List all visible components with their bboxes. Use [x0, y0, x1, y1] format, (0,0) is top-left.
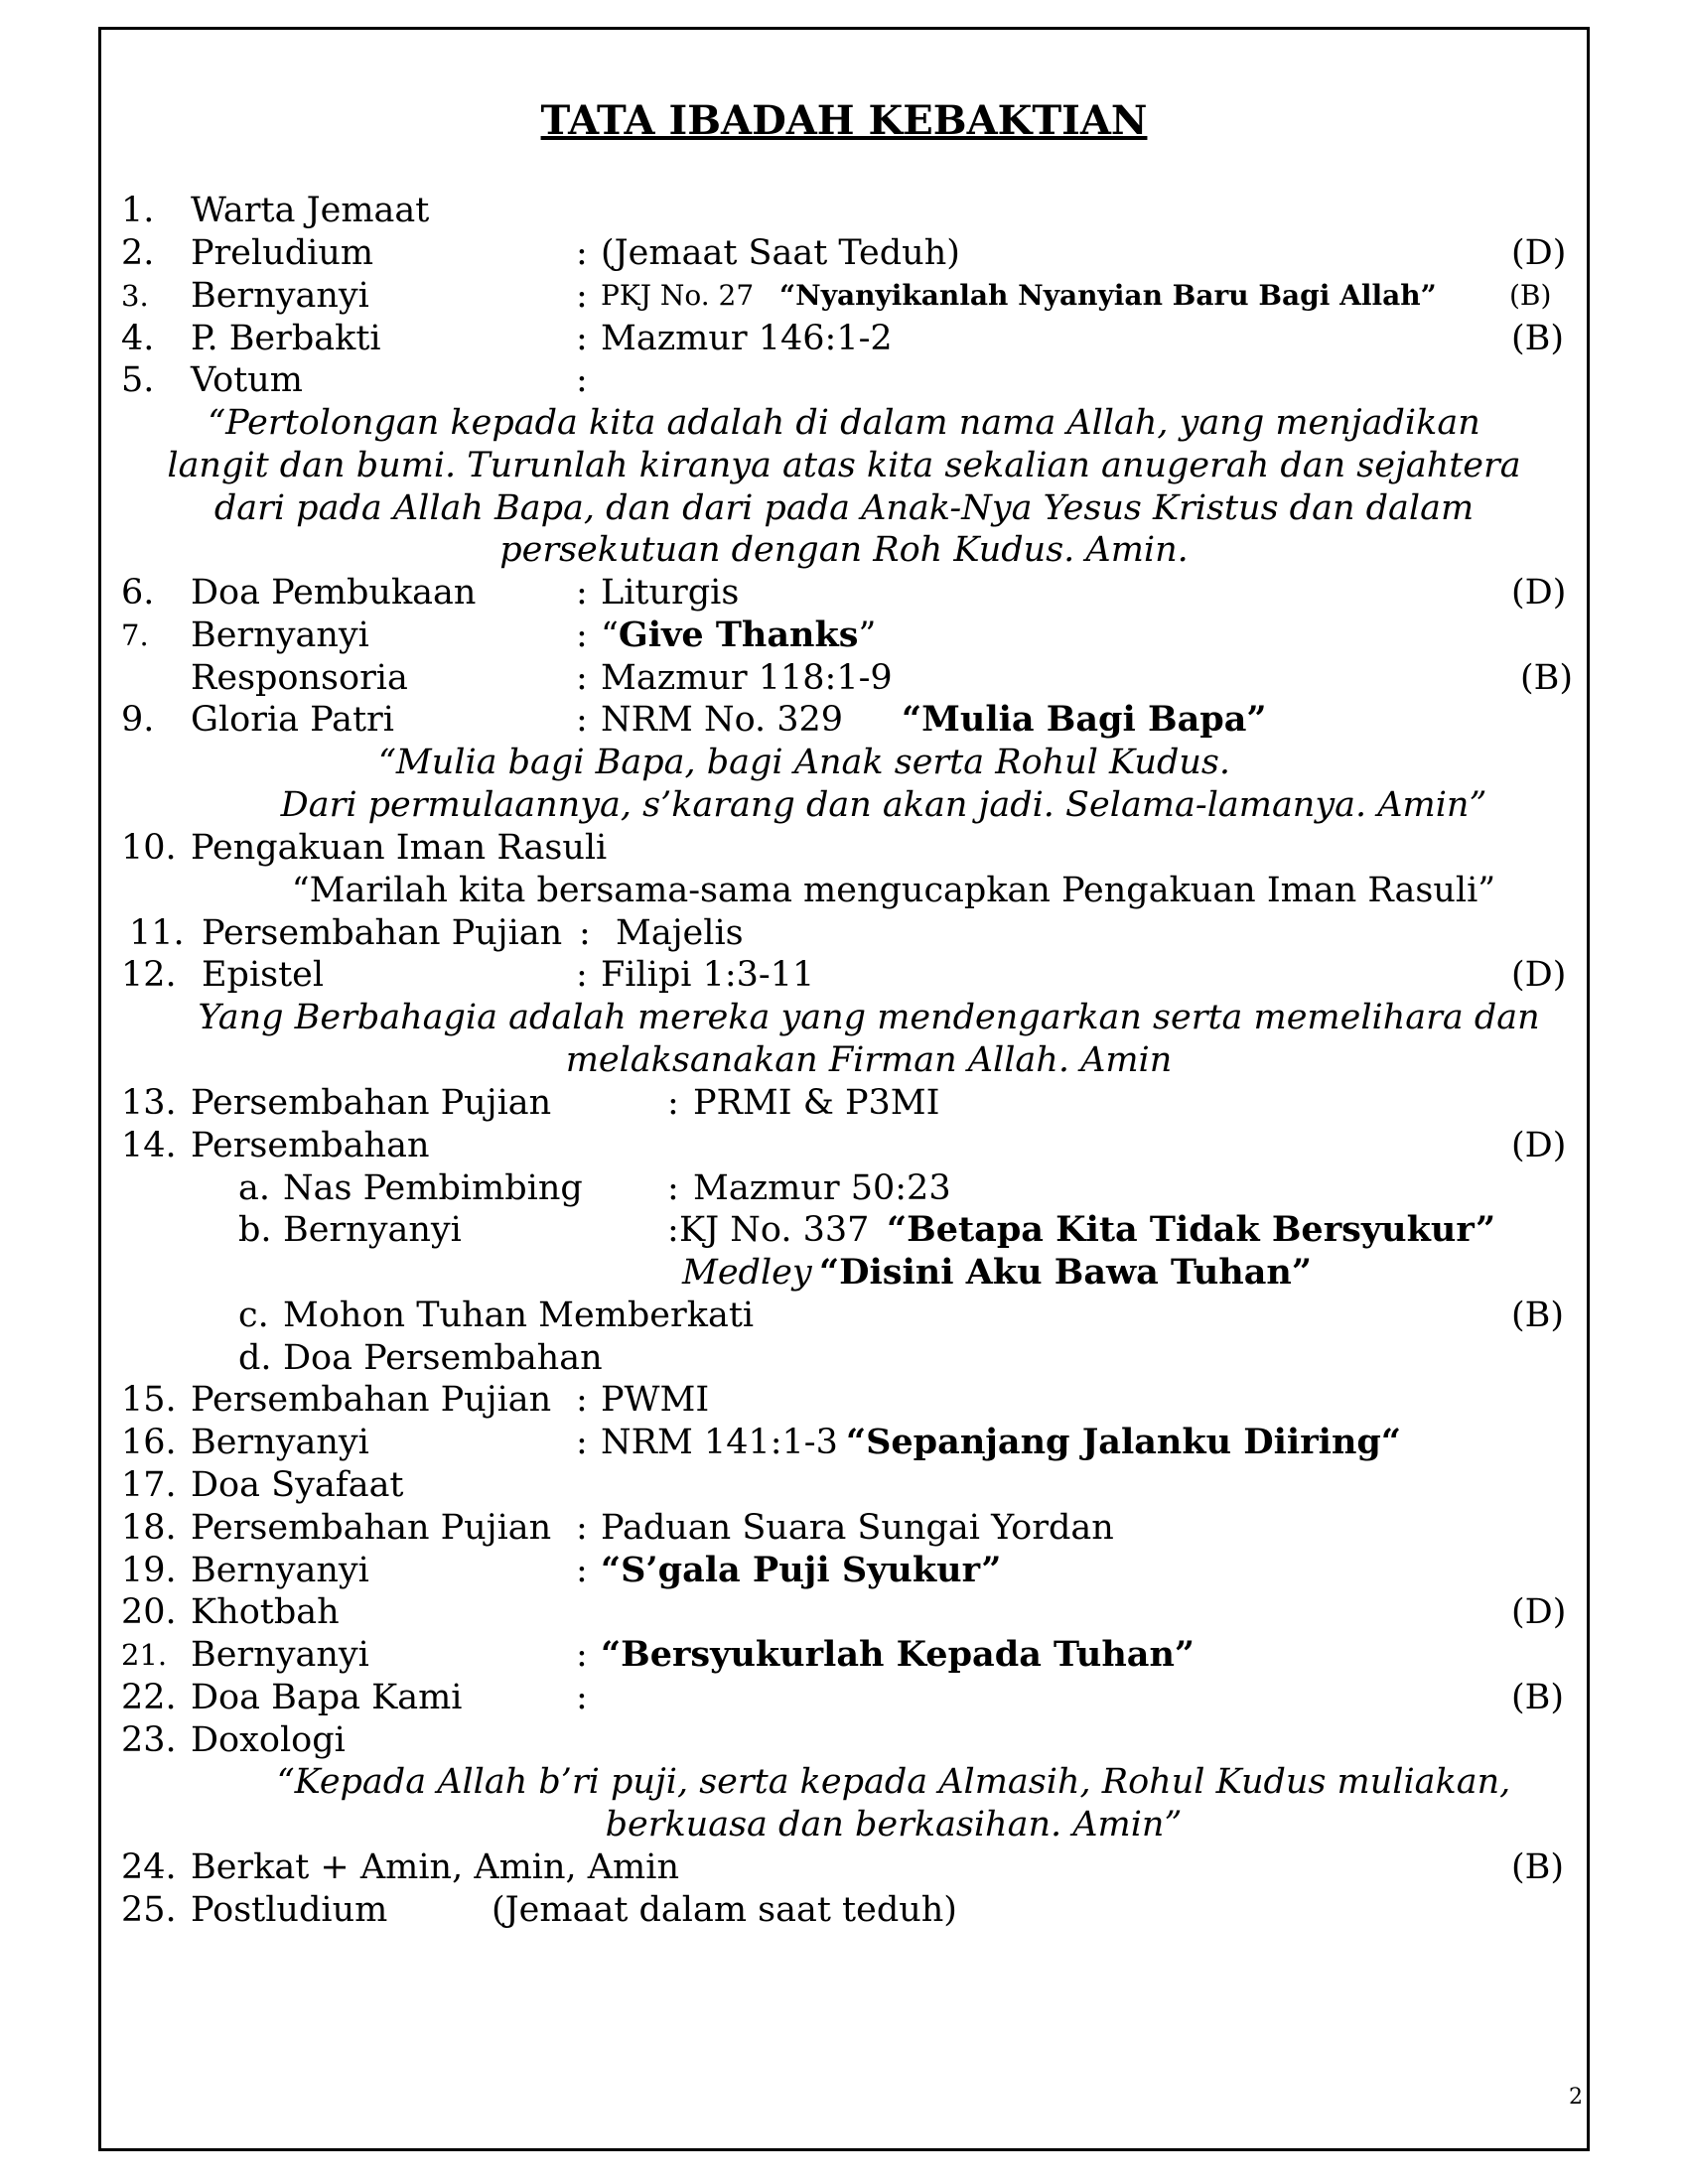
list-item	[0, 614, 1688, 657]
list-item	[0, 1421, 1688, 1464]
list-item	[0, 1718, 1688, 1762]
item-number: 23.	[121, 1720, 177, 1760]
item-colon: :	[579, 913, 591, 953]
item-label: Preludium	[191, 233, 374, 273]
item-label: Postludium	[191, 1890, 388, 1930]
item-number: 9.	[121, 700, 155, 740]
item-label: Warta Jemaat	[191, 191, 430, 230]
item-number: 2.	[121, 233, 155, 273]
list-item	[0, 1208, 1688, 1252]
item-value: PWMI	[601, 1380, 710, 1420]
gloria-text: “Mulia bagi Bapa, bagi Anak serta Rohul Kudus.	[377, 743, 1230, 782]
item-label: Epistel	[202, 955, 325, 995]
item-label: Doxologi	[191, 1720, 346, 1760]
pengakuan-text: “Marilah kita bersama-sama mengucapkan Pengakuan Iman Rasuli”	[291, 871, 1496, 910]
item-colon: :	[576, 276, 588, 316]
gloria-text: Dari permulaannya, s’karang dan akan jadi. Selama-lamanya. Amin”	[280, 785, 1487, 825]
quote-open: “	[601, 615, 619, 655]
item-mark: (B)	[1520, 658, 1574, 698]
item-number: 24.	[121, 1847, 177, 1887]
list-item	[0, 274, 1688, 318]
item-label: Bernyanyi	[283, 1210, 462, 1250]
doxologi-text: berkuasa dan berkasihan. Amin”	[605, 1805, 1183, 1844]
item-number: 22.	[121, 1678, 177, 1717]
song-name: Give Thanks	[618, 614, 859, 655]
item-number: 16.	[121, 1423, 177, 1462]
item-number: 20.	[121, 1592, 177, 1632]
list-item	[0, 189, 1688, 232]
item-number: 12.	[121, 955, 177, 995]
item-number: 17.	[121, 1465, 177, 1505]
item-label: Berkat + Amin, Amin, Amin	[191, 1847, 679, 1887]
item-number: 14.	[121, 1126, 177, 1165]
item-number: 18.	[121, 1508, 177, 1548]
list-item	[0, 911, 1688, 955]
item-label: Khotbah	[191, 1592, 340, 1632]
item-colon: :	[576, 233, 588, 273]
item-mark: (B)	[1511, 319, 1565, 358]
list-item	[0, 1845, 1688, 1889]
item-mark: (D)	[1511, 955, 1567, 995]
list-item	[0, 826, 1688, 870]
item-colon: :	[576, 573, 588, 613]
item-value: Mazmur 50:23	[693, 1168, 951, 1208]
votum-text: “Pertolongan kepada kita adalah di dalam nama Allah, yang menjadikan	[208, 403, 1480, 443]
song-title: “Nyanyikanlah Nyanyian Baru Bagi Allah”	[779, 279, 1437, 312]
item-number: b.	[238, 1210, 272, 1250]
list-item	[0, 1336, 1688, 1380]
item-label: Nas Pembimbing	[283, 1168, 583, 1208]
item-colon: :	[576, 360, 588, 400]
item-colon: :	[576, 658, 588, 698]
item-colon: :	[576, 1678, 588, 1717]
song-title: “Betapa Kita Tidak Bersyukur”	[887, 1209, 1496, 1250]
item-label: Pengakuan Iman Rasuli	[191, 828, 608, 868]
item-label: Persembahan Pujian	[191, 1508, 552, 1548]
list-item	[0, 1081, 1688, 1125]
item-label: Doa Persembahan	[283, 1338, 603, 1378]
item-value: Mazmur 118:1-9	[601, 658, 893, 698]
item-mark: (D)	[1511, 573, 1567, 613]
item-number: 19.	[121, 1551, 177, 1590]
item-label: Persembahan	[191, 1126, 430, 1165]
item-label: P. Berbakti	[191, 319, 381, 358]
list-item	[0, 1888, 1688, 1932]
item-label: Votum	[191, 360, 303, 400]
song-title: “Sepanjang Jalanku Diiring“	[846, 1422, 1401, 1462]
item-value: Paduan Suara Sungai Yordan	[601, 1508, 1114, 1548]
votum-text: dari pada Allah Bapa, dan dari pada Anak-Nya Yesus Kristus dan dalam	[213, 488, 1475, 528]
item-colon: :	[576, 700, 588, 740]
item-mark: (B)	[1511, 1847, 1565, 1887]
item-value: Liturgis	[601, 573, 740, 613]
item-colon: :	[667, 1083, 679, 1123]
item-colon: :	[667, 1210, 679, 1250]
item-value: Filipi 1:3-11	[601, 955, 815, 995]
item-mark: (B)	[1509, 279, 1552, 312]
item-label: Bernyanyi	[191, 1635, 369, 1675]
item-value: PKJ No. 27	[601, 279, 755, 312]
item-mark: (D)	[1511, 1126, 1567, 1165]
item-value: (Jemaat dalam saat teduh)	[492, 1890, 957, 1930]
doxologi-text: “Kepada Allah b’ri puji, serta kepada Almasih, Rohul Kudus muliakan,	[276, 1762, 1511, 1802]
item-label: Gloria Patri	[191, 700, 394, 740]
list-item	[0, 1251, 1688, 1295]
song-title	[601, 614, 876, 657]
list-item	[0, 656, 1688, 700]
item-label: Doa Bapa Kami	[191, 1678, 463, 1717]
item-number: a.	[238, 1168, 270, 1208]
item-number: 21.	[121, 1638, 168, 1672]
list-item	[0, 1633, 1688, 1677]
item-colon: :	[576, 1551, 588, 1590]
item-mark: (B)	[1511, 1296, 1565, 1335]
list-item	[0, 953, 1688, 997]
item-value: KJ No. 337	[679, 1210, 870, 1250]
item-number: 13.	[121, 1083, 177, 1123]
song-title: “Mulia Bagi Bapa”	[902, 699, 1267, 740]
item-colon: :	[576, 1423, 588, 1462]
list-item	[0, 1549, 1688, 1592]
epistel-text: Yang Berbahagia adalah mereka yang mendengarkan serta memelihara dan	[198, 998, 1540, 1037]
item-number: 11.	[129, 913, 185, 953]
item-colon: :	[576, 1635, 588, 1675]
item-label: Persembahan Pujian	[202, 913, 563, 953]
item-value: Mazmur 146:1-2	[601, 319, 893, 358]
list-item	[0, 1463, 1688, 1507]
item-number: 15.	[121, 1380, 177, 1420]
item-number: 6.	[121, 573, 155, 613]
medley-label: Medley	[682, 1253, 812, 1293]
item-number: 4.	[121, 319, 155, 358]
item-number: 25.	[121, 1890, 177, 1930]
item-colon: :	[576, 1508, 588, 1548]
item-number: 3.	[121, 279, 149, 313]
epistel-text: melaksanakan Firman Allah. Amin	[565, 1040, 1173, 1080]
list-item	[0, 1590, 1688, 1634]
song-title: “Disini Aku Bawa Tuhan”	[819, 1252, 1312, 1293]
item-value: (Jemaat Saat Teduh)	[601, 233, 960, 273]
votum-text: langit dan bumi. Turunlah kiranya atas kita sekalian anugerah dan sejahtera	[167, 446, 1521, 485]
song-title: “S’gala Puji Syukur”	[601, 1550, 1002, 1590]
item-value: Majelis	[616, 913, 744, 953]
item-label: Persembahan Pujian	[191, 1083, 552, 1123]
song-title: “Bersyukurlah Kepada Tuhan”	[601, 1634, 1196, 1675]
item-mark: (B)	[1511, 1678, 1565, 1717]
item-label: Responsoria	[191, 658, 408, 698]
quote-close: ”	[858, 615, 877, 655]
list-item	[0, 317, 1688, 360]
item-colon: :	[667, 1168, 679, 1208]
item-label: Bernyanyi	[191, 1551, 369, 1590]
item-label: Mohon Tuhan Memberkati	[283, 1296, 755, 1335]
list-item	[0, 1294, 1688, 1337]
item-number: 10.	[121, 828, 177, 868]
page-number: 2	[1569, 2085, 1583, 2110]
list-item	[0, 1676, 1688, 1719]
item-mark: (D)	[1511, 1592, 1567, 1632]
votum-text: persekutuan dengan Roh Kudus. Amin.	[499, 530, 1189, 570]
list-item	[0, 1124, 1688, 1167]
page-title: TATA IBADAH KEBAKTIAN	[540, 97, 1148, 144]
list-item	[0, 358, 1688, 402]
item-colon: :	[576, 319, 588, 358]
list-item	[0, 1166, 1688, 1210]
item-number: 7.	[121, 618, 149, 652]
list-item	[0, 1378, 1688, 1422]
item-label: Bernyanyi	[191, 1423, 369, 1462]
item-number: d.	[238, 1338, 272, 1378]
item-label: Persembahan Pujian	[191, 1380, 552, 1420]
item-label: Bernyanyi	[191, 615, 369, 655]
item-value: NRM No. 329	[601, 700, 844, 740]
item-colon: :	[576, 615, 588, 655]
item-label: Bernyanyi	[191, 276, 369, 316]
item-label: Doa Syafaat	[191, 1465, 404, 1505]
item-mark: (D)	[1511, 233, 1567, 273]
list-item	[0, 571, 1688, 614]
list-item	[0, 698, 1688, 742]
item-colon: :	[576, 955, 588, 995]
item-number: 5.	[121, 360, 155, 400]
item-number: 1.	[121, 191, 155, 230]
item-value: PRMI & P3MI	[693, 1083, 940, 1123]
item-number: c.	[238, 1296, 269, 1335]
list-item	[0, 231, 1688, 275]
item-label: Doa Pembukaan	[191, 573, 477, 613]
item-value: NRM 141:1-3	[601, 1423, 838, 1462]
item-colon: :	[576, 1380, 588, 1420]
list-item	[0, 1506, 1688, 1550]
